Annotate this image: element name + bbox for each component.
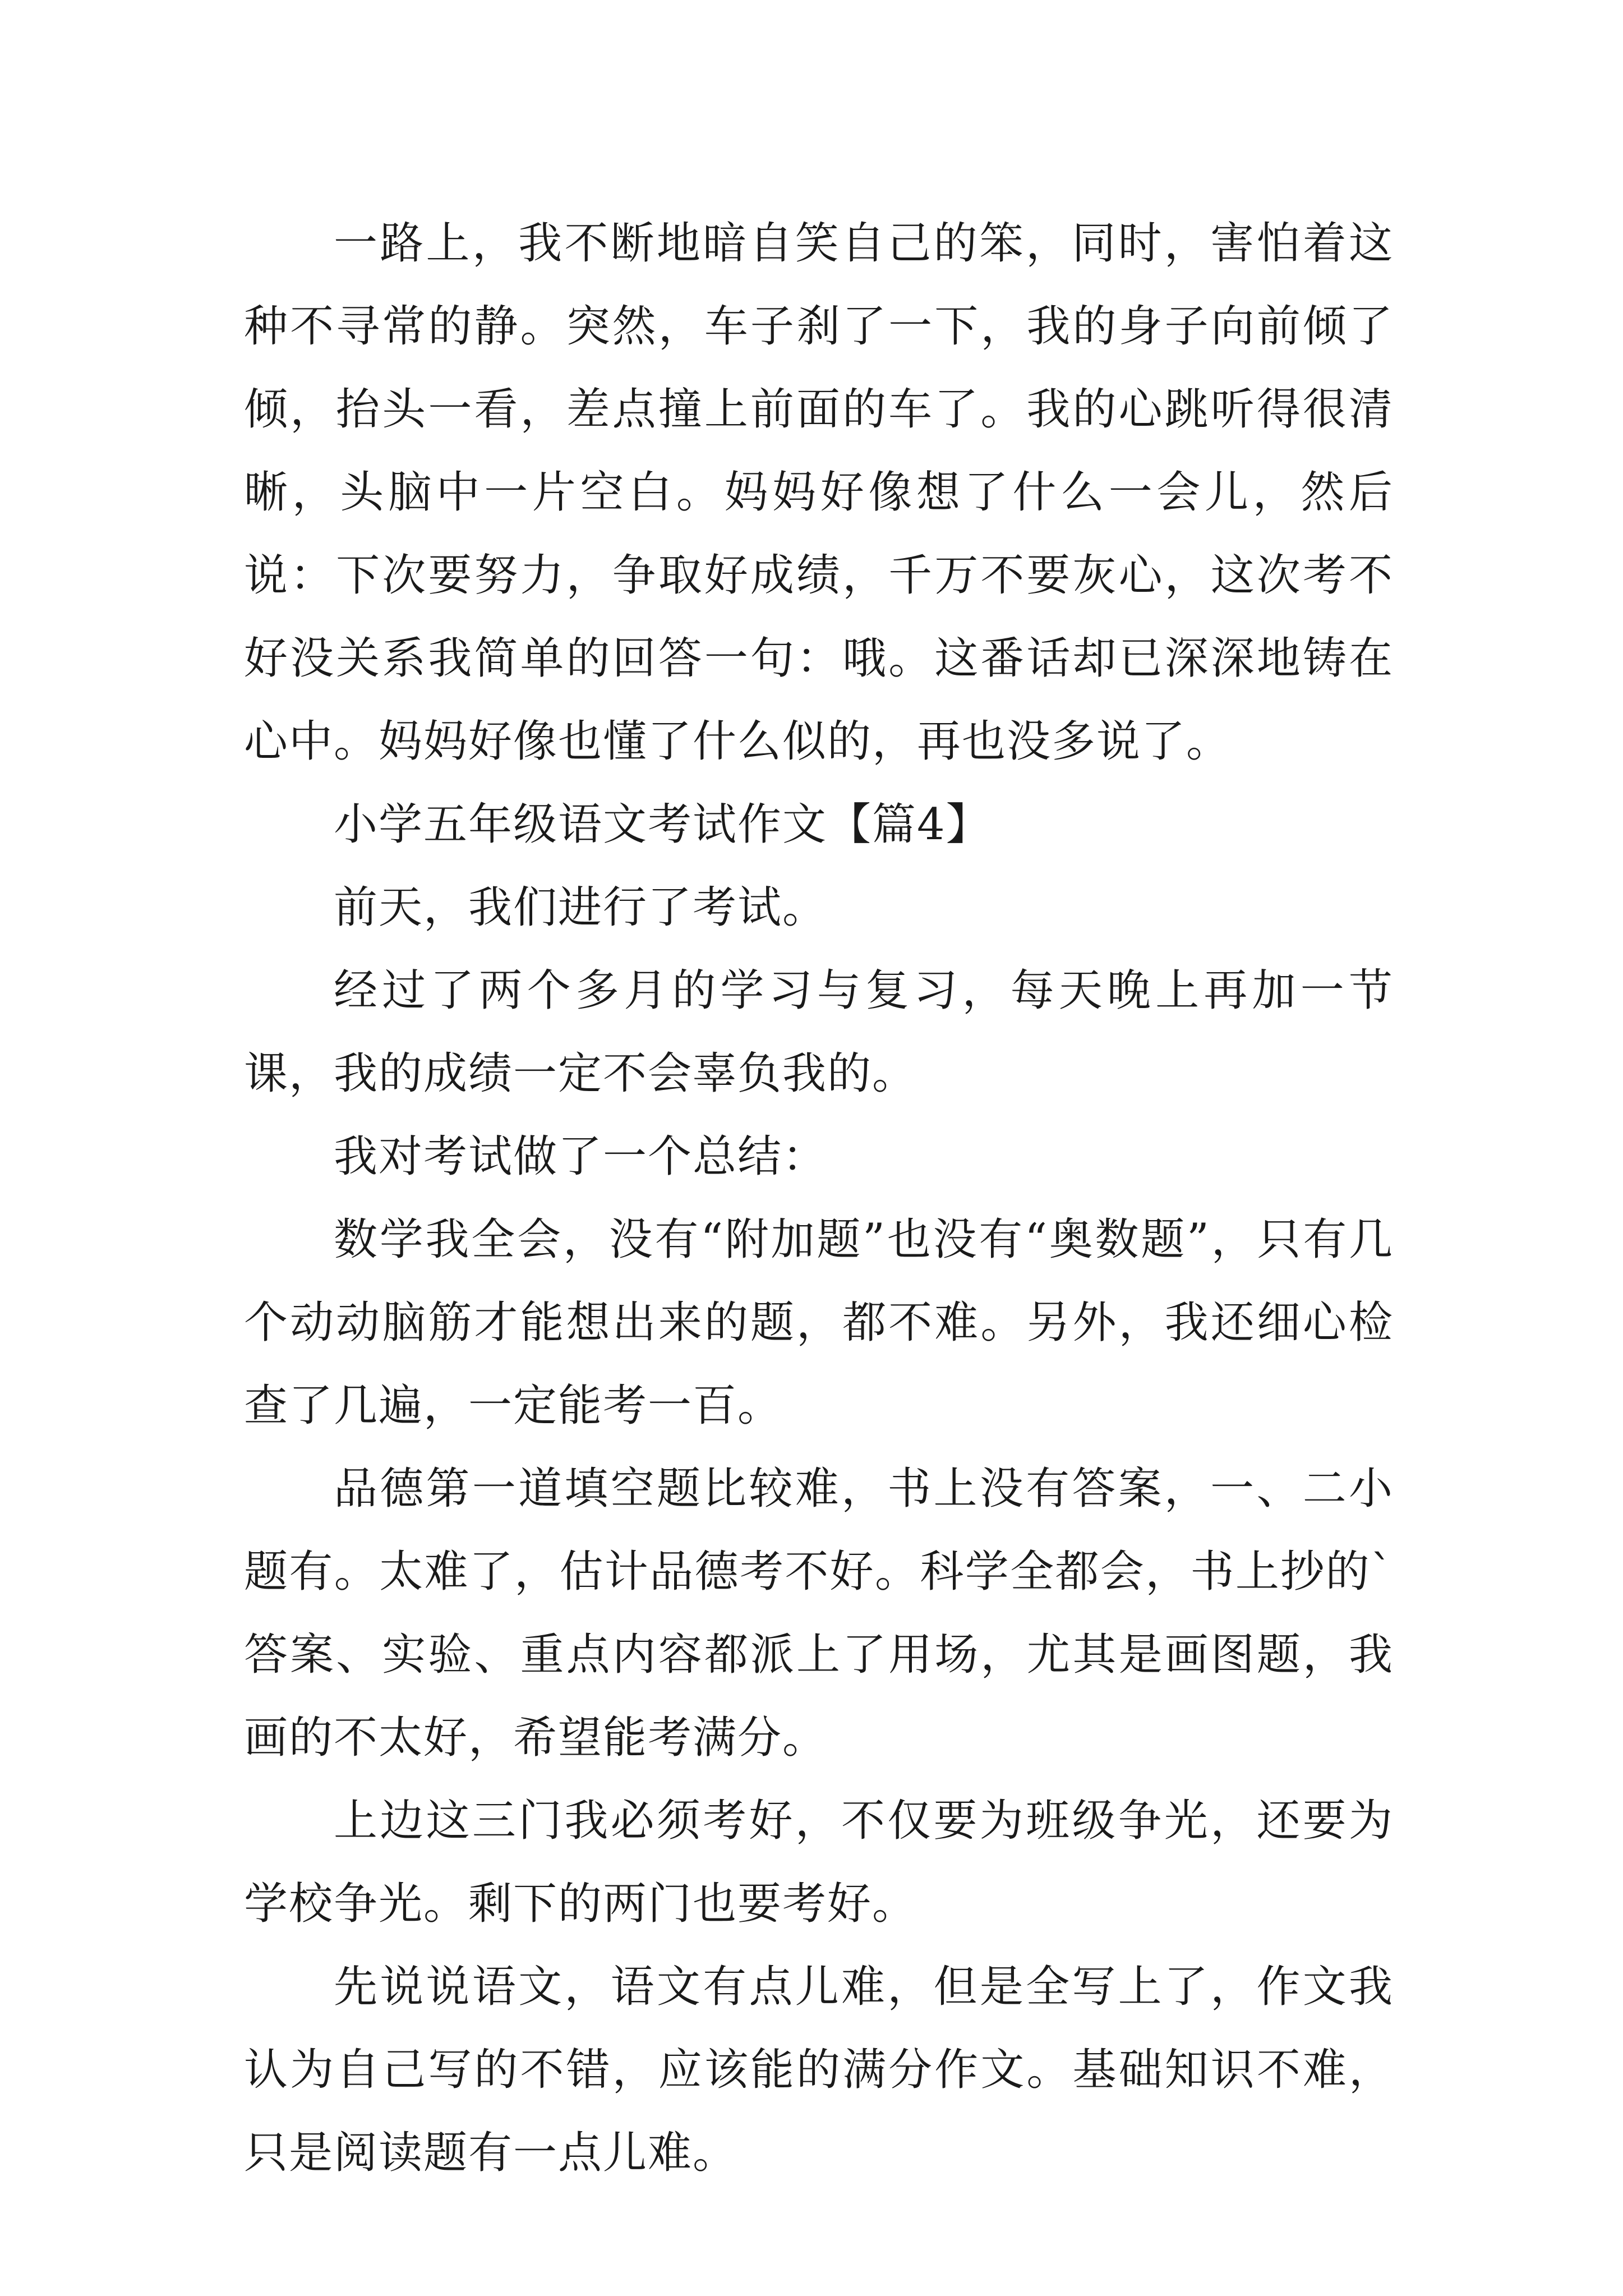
paragraph-chinese: 先说说语文，语文有点儿难，但是全写上了，作文我认为自己写的不错，应该能的满分作文。基础知识不难，只是阅读题有一点儿难。 (244, 1962, 1394, 2178)
paragraph-summary-intro: 我对考试做了一个总结： (334, 1131, 828, 1182)
paragraph-morality-science: 品德第一道填空题比较难，书上没有答案，一、二小题有。太难了，估计品德考不好。科学全都会，书上抄的`答案、实验、重点内容都派上了用场，尤其是画图题，我画的不太好，希望能考满分。 (244, 1464, 1394, 1763)
paragraph-exam-day: 前天，我们进行了考试。 (334, 882, 828, 933)
paragraph-review: 经过了两个多月的学习与复习，每天晚上再加一节课，我的成绩一定不会辜负我的。 (244, 965, 1394, 1099)
document-body (244, 202, 1394, 2194)
paragraph-story-ending: 一路上，我不断地暗自笑自己的笨，同时，害怕着这种不寻常的静。突然，车子刹了一下，我的身子向前倾了倾，抬头一看，差点撞上前面的车了。我的心跳听得很清晰，头脑中一片空白。妈妈好像想了什么一会儿，然后说：下次要努力，争取好成绩，千万不要灰心，这次考不好没关系我简单的回答一句：哦。这番话却已深深地铸在心中。妈妈好像也懂了什么似的，再也没多说了。 (244, 218, 1394, 767)
paragraph-three-subjects: 上边这三门我必须考好，不仅要为班级争光，还要为学校争光。剩下的两门也要考好。 (244, 1796, 1394, 1929)
section-heading: 小学五年级语文考试作文【篇4】 (334, 799, 991, 850)
paragraph-math: 数学我全会，没有“附加题”也没有“奥数题”，只有几个动动脑筋才能想出来的题，都不难。另外，我还细心检查了几遍，一定能考一百。 (244, 1214, 1394, 1431)
